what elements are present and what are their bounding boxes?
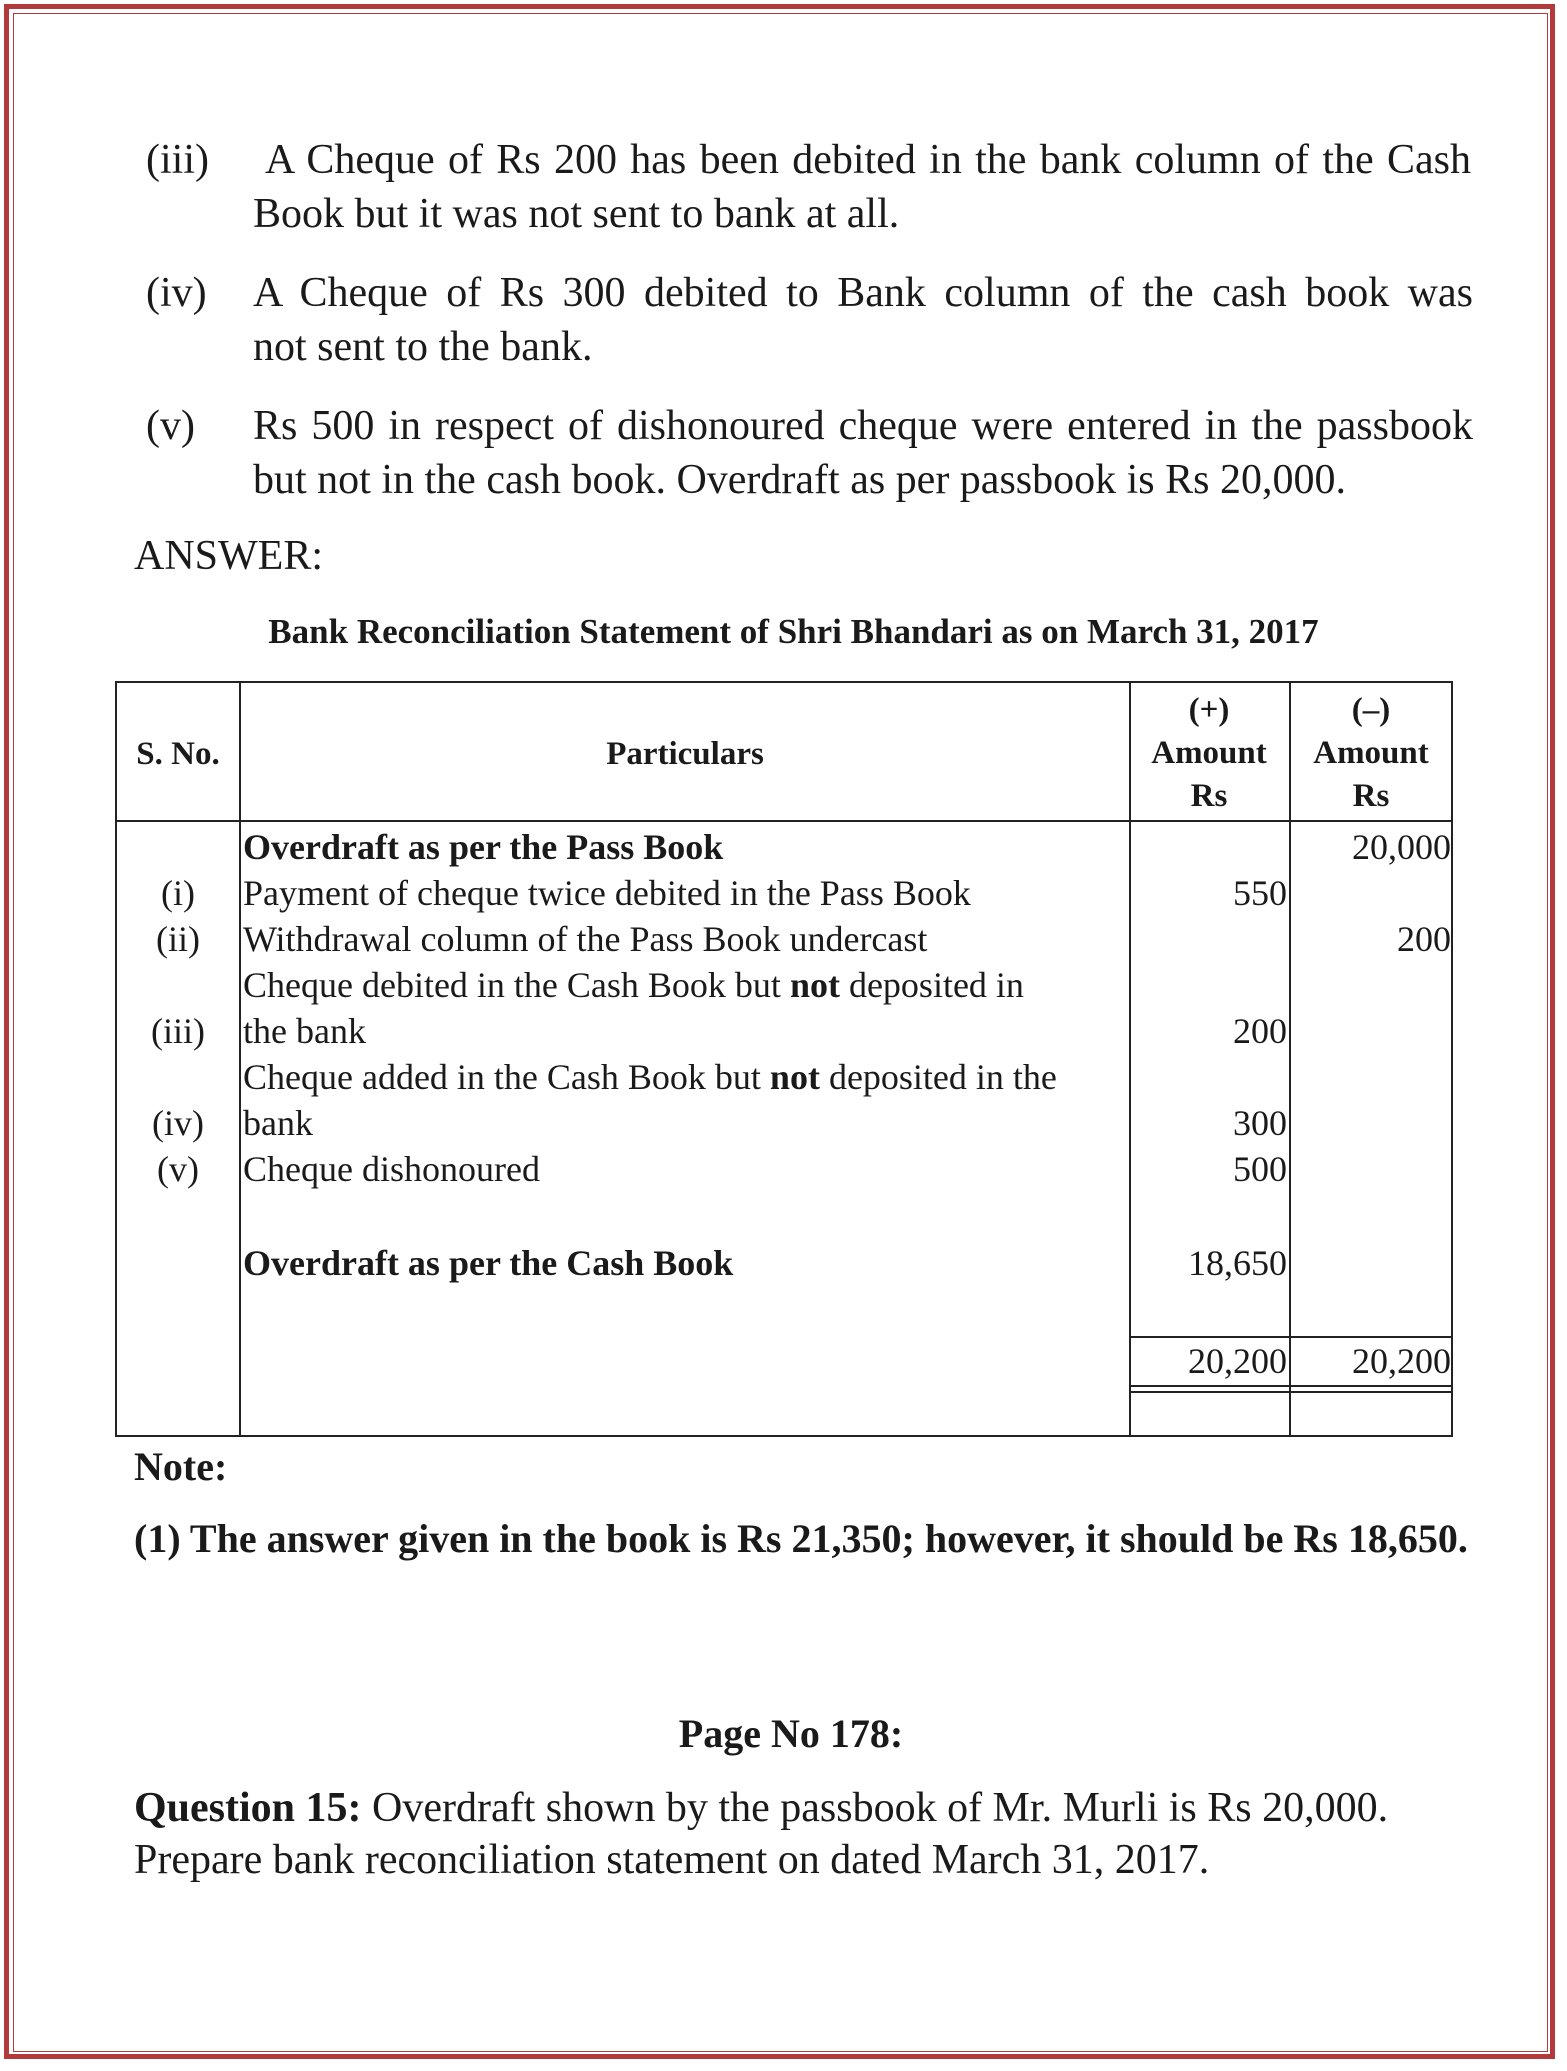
item-number: (v) [146, 403, 195, 449]
note-text: (1) The answer given in the book is Rs 21,350; however, it should be Rs 18,650. [134, 1516, 1468, 1561]
row-particulars: Overdraft as per the Pass Book [243, 827, 724, 867]
item-text: A Cheque of Rs 300 debited to Bank column of the cash book was not sent to the bank. [253, 270, 1473, 370]
question-label: Question 15: [134, 1785, 362, 1831]
row-sno: (ii) [156, 919, 200, 959]
question-text: Overdraft shown by the passbook of Mr. Murli is Rs 20,000. Prepare bank reconciliation statement on dated March 31, 2017. [134, 1785, 1389, 1883]
row-particulars: Cheque dishonoured [243, 1149, 540, 1189]
item-text: Rs 500 in respect of dishonoured cheque were entered in the passbook but not in the cash book. Overdraft as per passbook is Rs 20,000. [253, 403, 1473, 503]
row-sno: (iv) [152, 1103, 204, 1143]
header-minus-amount: (–) Amount Rs [1313, 692, 1429, 814]
row-plus-amount: 500 [1233, 1149, 1287, 1189]
row-particulars-cont: bank [243, 1103, 313, 1143]
header-sno: S. No. [136, 736, 220, 772]
reconciliation-table [115, 681, 1453, 1437]
row-minus-amount: 20,000 [1352, 827, 1451, 867]
question-15 [134, 1782, 1434, 1886]
header-plus-amount: (+) Amount Rs [1151, 692, 1267, 814]
row-particulars-cont: the bank [243, 1011, 366, 1051]
row-plus-amount: 18,650 [1188, 1243, 1287, 1283]
page-number-heading: Page No 178: [678, 1711, 904, 1756]
row-sno: (i) [161, 873, 195, 913]
answer-label: ANSWER: [134, 533, 323, 579]
item-text: A Cheque of Rs 200 has been debited in the bank column of the Cash Book but it was not sent to bank at all. [253, 137, 1471, 237]
row-particulars: Cheque debited in the Cash Book but not deposited in [243, 965, 1024, 1005]
item-number: (iv) [146, 270, 207, 316]
row-plus-amount: 200 [1233, 1011, 1287, 1051]
row-minus-amount: 200 [1397, 919, 1451, 959]
row-particulars: Overdraft as per the Cash Book [243, 1243, 734, 1283]
total-plus-amount: 20,200 [1188, 1341, 1287, 1381]
note-label: Note: [134, 1444, 228, 1489]
row-sno: (iii) [151, 1011, 205, 1051]
statement-title: Bank Reconciliation Statement of Shri Bhandari as on March 31, 2017 [268, 612, 1319, 651]
header-particulars: Particulars [606, 736, 764, 772]
row-particulars: Payment of cheque twice debited in the Pass Book [243, 873, 971, 913]
row-sno: (v) [157, 1149, 199, 1189]
item-number: (iii) [146, 137, 209, 183]
row-particulars: Cheque added in the Cash Book but not deposited in the [243, 1057, 1057, 1097]
row-particulars: Withdrawal column of the Pass Book undercast [243, 919, 928, 959]
row-plus-amount: 300 [1233, 1103, 1287, 1143]
total-minus-amount: 20,200 [1352, 1341, 1451, 1381]
row-plus-amount: 550 [1233, 873, 1287, 913]
